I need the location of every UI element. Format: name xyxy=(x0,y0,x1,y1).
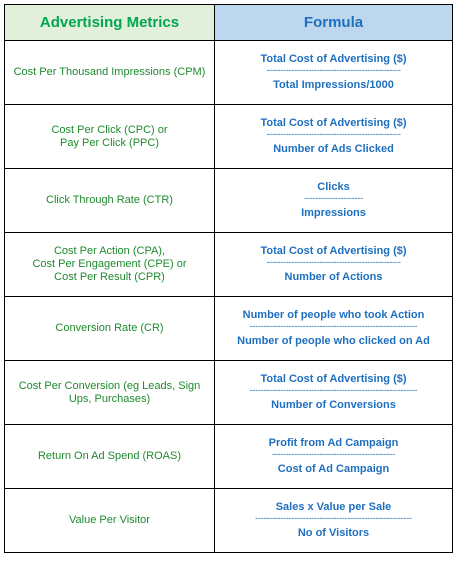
metric-cell xyxy=(5,169,215,233)
metric-cell xyxy=(5,233,215,297)
table-row xyxy=(5,105,453,169)
metric-name: Cost Per Click (CPC) or xyxy=(51,123,168,136)
formula-denominator: Number of Ads Clicked xyxy=(273,143,394,155)
table-row xyxy=(5,169,453,233)
formula-denominator: Impressions xyxy=(301,207,366,219)
formula-denominator: No of Visitors xyxy=(297,527,370,539)
formula-cell xyxy=(215,489,453,553)
table-row xyxy=(5,489,453,553)
metric-name-line-2: Pay Per Click (PPC) xyxy=(59,136,160,149)
formula-cell xyxy=(215,41,453,105)
metric-name: Click Through Rate (CTR) xyxy=(46,194,173,206)
formula-numerator: Sales x Value per Sale xyxy=(275,501,392,513)
metric-name: Conversion Rate (CR) xyxy=(55,322,164,334)
fraction-bar: -------------------------------------------------------- xyxy=(255,514,412,523)
formula-numerator: Total Cost of Advertising ($) xyxy=(260,53,407,65)
fraction-bar: ------------------------------------------------ xyxy=(266,258,401,267)
formula-numerator: Number of people who took Action xyxy=(242,309,425,321)
metric-name: Cost Per Conversion (eg Leads, Sign xyxy=(18,379,201,392)
formula-cell xyxy=(215,361,453,425)
formula-cell xyxy=(215,169,453,233)
formula-cell xyxy=(215,425,453,489)
fraction-bar: ------------------------------------------------------------ xyxy=(249,322,418,331)
table-row xyxy=(5,233,453,297)
advertising-metrics-table xyxy=(4,4,453,553)
metric-name-line-2: Cost Per Engagement (CPE) or xyxy=(32,258,187,270)
formula-cell xyxy=(215,297,453,361)
table-row xyxy=(5,41,453,105)
metric-name: Cost Per Action (CPA), xyxy=(53,245,166,257)
formula-denominator: Number of Conversions xyxy=(271,399,396,411)
table-row xyxy=(5,297,453,361)
formula-denominator: Number of people who clicked on Ad xyxy=(237,335,430,347)
formula-cell xyxy=(215,233,453,297)
metric-name-line-2: Ups, Purchases) xyxy=(68,392,151,405)
formula-column-header: Formula xyxy=(215,5,453,41)
fraction-bar: ------------------------------------------------------------ xyxy=(249,386,418,395)
formula-numerator: Total Cost of Advertising ($) xyxy=(260,245,407,257)
formula-cell xyxy=(215,105,453,169)
formula-denominator: Total Impressions/1000 xyxy=(273,79,394,91)
metric-name-line-3: Cost Per Result (CPR) xyxy=(54,271,165,283)
metric-column-header: Advertising Metrics xyxy=(5,5,215,41)
table-row xyxy=(5,425,453,489)
metric-name: Cost Per Thousand Impressions (CPM) xyxy=(13,66,206,78)
metric-name: Return On Ad Spend (ROAS) xyxy=(37,450,182,462)
metric-cell xyxy=(5,297,215,361)
fraction-bar: ------------------------------------------------ xyxy=(266,66,401,75)
fraction-bar: ------------------------------------------------ xyxy=(266,130,401,139)
fraction-bar: --------------------- xyxy=(304,194,363,203)
formula-numerator: Total Cost of Advertising ($) xyxy=(260,117,407,129)
metric-name: Value Per Visitor xyxy=(69,514,150,526)
formula-denominator: Cost of Ad Campaign xyxy=(277,463,390,475)
metric-cell xyxy=(5,361,215,425)
formula-numerator: Profit from Ad Campaign xyxy=(268,437,399,449)
metric-cell xyxy=(5,425,215,489)
formula-numerator: Total Cost of Advertising ($) xyxy=(260,373,407,385)
metric-cell xyxy=(5,489,215,553)
metric-cell xyxy=(5,105,215,169)
fraction-bar: -------------------------------------------- xyxy=(271,450,396,459)
formula-numerator: Clicks xyxy=(317,181,350,193)
table-row xyxy=(5,361,453,425)
formula-denominator: Number of Actions xyxy=(284,271,383,283)
header-row xyxy=(5,5,453,41)
metric-cell xyxy=(5,41,215,105)
